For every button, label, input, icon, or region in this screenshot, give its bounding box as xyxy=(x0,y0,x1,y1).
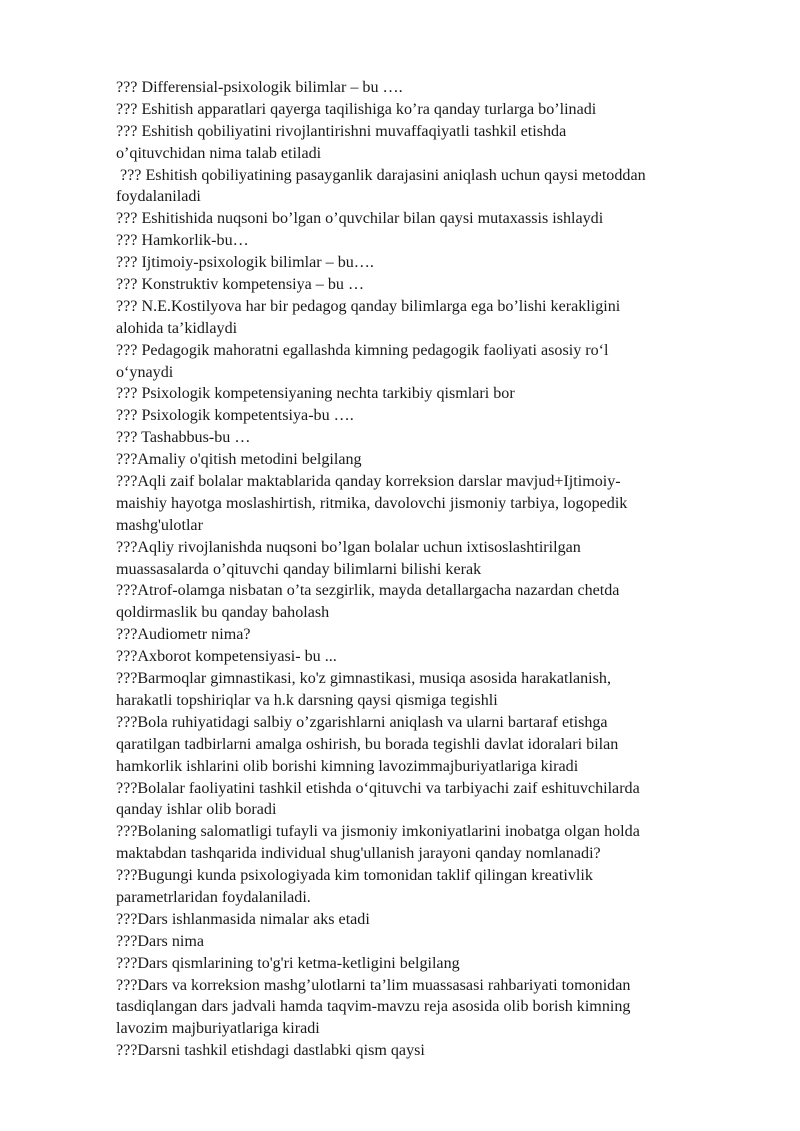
text-line: ??? Konstruktiv kompetensiya – bu … xyxy=(116,276,365,294)
text-line: maishiy hayotga moslashirtish, ritmika, davolovchi jismoniy tarbiya, logopedik xyxy=(116,494,628,512)
text-line: parametrlaridan foydalaniladi. xyxy=(116,888,311,906)
text-line: ???Aqli zaif bolalar maktablarida qanday korreksion darslar mavjud+Ijtimoiy- xyxy=(116,473,621,491)
text-line: mashg'ulotlar xyxy=(116,516,203,534)
text-line: ???Bolaning salomatligi tufayli va jismoniy imkoniyatlarini inobatga olgan holda xyxy=(116,823,640,841)
text-line: ???Darsni tashkil etishdagi dastlabki qism qaysi xyxy=(116,1042,425,1060)
text-line: lavozim majburiyatlariga kiradi xyxy=(116,1020,320,1038)
text-line: ??? Tashabbus-bu … xyxy=(116,429,251,447)
text-line: ???Bola ruhiyatidagi salbiy o’zgarishlarni aniqlash va ularni bartaraf etishga xyxy=(116,713,608,731)
text-line: qaratilgan tadbirlarni amalga oshirish, bu borada tegishli davlat idoralari bilan xyxy=(116,735,619,753)
text-line: ??? Eshitishida nuqsoni bo’lgan o’quvchilar bilan qaysi mutaxassis ishlaydi xyxy=(116,210,604,228)
text-line: ??? Ijtimoiy-psixologik bilimlar – bu…. xyxy=(116,254,374,272)
text-line: ???Audiometr nima? xyxy=(116,626,251,644)
document-text xyxy=(116,77,738,1062)
text-line: ??? Differensial-psixologik bilimlar – bu …. xyxy=(116,79,403,96)
text-line: maktabdan tashqarida individual shug'ullanish jarayoni qanday nomlanadi? xyxy=(116,845,601,863)
text-line: muassasalarda o’qituvchi qanday bilimlarni bilishi kerak xyxy=(116,560,482,578)
text-line: ??? Pedagogik mahoratni egallashda kimning pedagogik faoliyati asosiy ro‘l xyxy=(116,341,609,359)
text-line: ??? Hamkorlik-bu… xyxy=(116,232,249,250)
text-line: ???Dars qismlarining to'g'ri ketma-ketligini belgilang xyxy=(116,954,460,972)
text-line: ???Amaliy o'qitish metodini belgilang xyxy=(116,451,362,469)
text-line: ???Dars ishlanmasida nimalar aks etadi xyxy=(116,910,370,928)
text-line: harakatli topshiriqlar va h.k darsning qaysi qismiga tegishli xyxy=(116,691,498,709)
text-line: o‘ynaydi xyxy=(116,363,174,381)
text-line: ???Axborot kompetensiyasi- bu ... xyxy=(116,648,337,666)
text-line: qoldirmaslik bu qanday baholash xyxy=(116,604,330,622)
text-line: ???Dars nima xyxy=(116,932,205,950)
text-line: qanday ishlar olib boradi xyxy=(116,801,277,819)
text-line: ???Aqliy rivojlanishda nuqsoni bo’lgan bolalar uchun ixtisoslashtirilgan xyxy=(116,538,581,556)
text-line: o’qituvchidan nima talab etiladi xyxy=(116,144,322,162)
text-line: tasdiqlangan dars jadvali hamda taqvim-mavzu reja asosida olib borish kimning xyxy=(116,998,631,1016)
text-line: hamkorlik ishlarini olib borishi kimning lavozimmajburiyatlariga kiradi xyxy=(116,757,579,775)
text-line: ???Dars va korreksion mashg’ulotlarni ta’lim muassasasi rahbariyati tomonidan xyxy=(116,976,631,994)
text-line: ??? Eshitish qobiliyatini rivojlantirishni muvaffaqiyatli tashkil etishda xyxy=(116,122,567,140)
text-line: ???Bugungi kunda psixologiyada kim tomonidan taklif qilingan kreativlik xyxy=(116,867,593,885)
text-line: alohida ta’kidlaydi xyxy=(116,319,238,337)
text-line: foydalaniladi xyxy=(116,188,201,206)
text-line: ???Barmoqlar gimnastikasi, ko'z gimnastikasi, musiqa asosida harakatlanish, xyxy=(116,670,611,688)
text-line: ??? Eshitish apparatlari qayerga taqilishiga ko’ra qanday turlarga bo’linadi xyxy=(116,100,597,118)
text-line: ???Atrof-olamga nisbatan o’ta sezgirlik, mayda detallargacha nazardan chetda xyxy=(116,582,620,600)
text-line: ??? Eshitish qobiliyatining pasayganlik darajasini aniqlash uchun qaysi metoddan xyxy=(116,166,646,184)
text-line: ??? Psixologik kompetentsiya-bu …. xyxy=(116,407,354,425)
text-line: ??? N.E.Kostilyova har bir pedagog qanday bilimlarga ega bo’lishi kerakligini xyxy=(116,297,621,315)
text-line: ???Bolalar faoliyatini tashkil etishda o‘qituvchi va tarbiyachi zaif eshituvchilarda xyxy=(116,779,640,797)
text-line: ??? Psixologik kompetensiyaning nechta tarkibiy qismlari bor xyxy=(116,385,515,403)
